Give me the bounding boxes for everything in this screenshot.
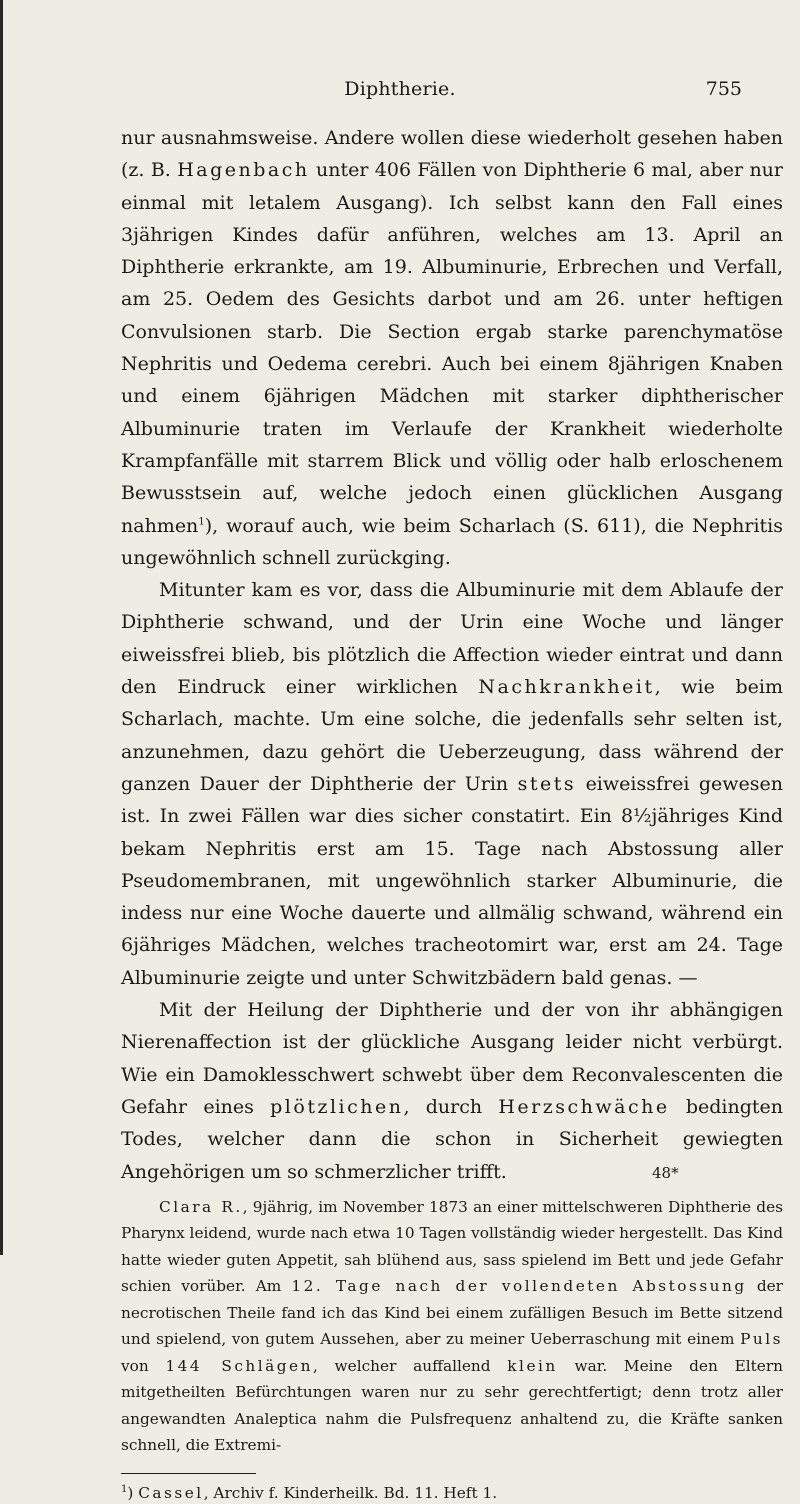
emphasized-term: Nachkrankheit — [478, 676, 655, 699]
text-run: der necrotischen Theile fand ich das Kind bei einem zufälligen Besuch im Bette sitzend und spielend, von gutem Aussehen, aber zu meiner Ueberraschung mit einem — [121, 1277, 783, 1349]
text-run: Mit der Heilung der Diphtherie und der von ihr abhängigen Nierenaffection ist der glückliche Ausgang leider nicht verbürgt. Wie ein Damoklesschwert schwebt über dem Reconvalescenten die Gefahr eines — [121, 999, 783, 1118]
paragraph — [121, 574, 783, 994]
text-run: unter 406 Fällen von Diphtherie 6 mal, aber nur einmal mit letalem Ausgang). Ich selbst kann den Fall eines 3jährigen Kindes dafür anführen, welches am 13. April an Diphtherie erkrankte, am 19. Albuminurie, Erbrechen und Verfall, am 25. Oedem des Gesichts darbot und am 26. unter heftigen Convulsionen starb. Die Section ergab starke parenchymatöse Nephritis und Oedema cerebri. Auch bei einem 8jährigen Knaben und einem 6jährigen Mädchen mit starker diphtherischer Albuminurie traten im Verlaufe der Krankheit wiederholte Krampfanfälle mit starrem Blick und völlig oder halb erloschenem Bewusstsein auf, welche jedoch einen glücklichen Ausgang nahmen — [121, 159, 783, 537]
emphasized-term: Puls — [740, 1330, 783, 1349]
paragraph — [121, 122, 783, 574]
page-header — [0, 78, 800, 106]
text-run: , wie beim Scharlach, machte. Um eine solche, die jedenfalls sehr selten ist, anzunehmen, dazu gehört die Ueberzeugung, dass während der ganzen Dauer der Diphtherie der Urin — [121, 676, 784, 795]
emphasized-term: plötzlichen — [270, 1095, 404, 1118]
text-run: nur ausnahmsweise. Andere wollen diese wiederholt gesehen haben (z. B. — [121, 127, 783, 182]
footnote-marker: 1 — [121, 1483, 128, 1495]
emphasized-term: 144 Schlägen — [165, 1356, 313, 1375]
emphasized-name: Hagenbach — [177, 159, 310, 182]
main-text — [121, 122, 783, 1188]
emphasized-term: Herzschwäche — [498, 1095, 670, 1118]
page-number: 755 — [705, 78, 742, 100]
footnote-text: , Archiv f. Kinderheilk. Bd. 11. Heft 1. — [203, 1483, 498, 1502]
text-run: von — [121, 1356, 166, 1375]
running-title: Diphtherie. — [344, 78, 456, 100]
page-edge-rule — [0, 0, 3, 1255]
footnote-ref: 1 — [198, 516, 205, 528]
text-run: war. Meine den Eltern mitgetheilten Befürchtungen waren nur zu sehr gerechtfertigt; denn trotz aller angewandten Analeptica nahm die Pulsfrequenz anhaltend zu, die Kräfte sanken schnell, die Extremi- — [121, 1356, 783, 1455]
emphasized-phrase: 12. Tage nach der vollendeten Abstossung — [291, 1277, 747, 1296]
paragraph — [121, 994, 783, 1188]
patient-name: Clara R. — [159, 1197, 243, 1216]
case-report — [121, 1194, 783, 1459]
text-run: , 9jährig, im November 1873 an einer mittelschweren Diphtherie des Pharynx leidend, wurde nach etwa 10 Tagen vollständig wieder hergestellt. Das Kind hatte wieder guten Appetit, sah blühend aus, sass spielend im Bett und jede Gefahr schien vorüber. Am — [121, 1197, 783, 1296]
emphasized-term: stets — [517, 772, 577, 795]
text-run: bedingten Todes, welcher dann die schon in Sicherheit gewiegten Angehörigen um so schmerzlicher trifft. — [121, 1095, 784, 1183]
footnote-author: Cassel — [138, 1483, 204, 1502]
text-run: , welcher auffallend — [312, 1356, 508, 1375]
printer-signature: 48* — [652, 1164, 679, 1182]
text-run: , durch — [403, 1095, 499, 1118]
text-run: eiweissfrei gewesen ist. In zwei Fällen war dies sicher constatirt. Ein 8½jähriges Kind bekam Nephritis erst am 15. Tage nach Abstossung aller Pseudomembranen, mit ungewöhnlich starker Albuminurie, die indess nur eine Woche dauerte und allmälig schwand, während ein 6jähriges Mädchen, welches tracheotomirt war, erst am 24. Tage Albuminurie zeigte und unter Schwitzbädern bald genas. — — [121, 772, 783, 989]
text-run: ), worauf auch, wie beim Scharlach (S. 611), die Nephritis ungewöhnlich schnell zurückging. — [121, 514, 783, 569]
emphasized-term: klein — [507, 1356, 558, 1375]
text-run: Mitunter kam es vor, dass die Albuminurie mit dem Ablaufe der Diphtherie schwand, und der Urin eine Woche und länger eiweissfrei blieb, bis plötzlich die Affection wieder eintrat und dann den Eindruck einer wirklichen — [121, 579, 783, 699]
case-paragraph — [121, 1194, 783, 1459]
page-text — [121, 122, 783, 1504]
footnote-divider — [121, 1473, 256, 1474]
footnote: $^1$) Cassel, Archiv f. Kinderheilk. Bd. 11. Heft 1. — [121, 1483, 498, 1502]
